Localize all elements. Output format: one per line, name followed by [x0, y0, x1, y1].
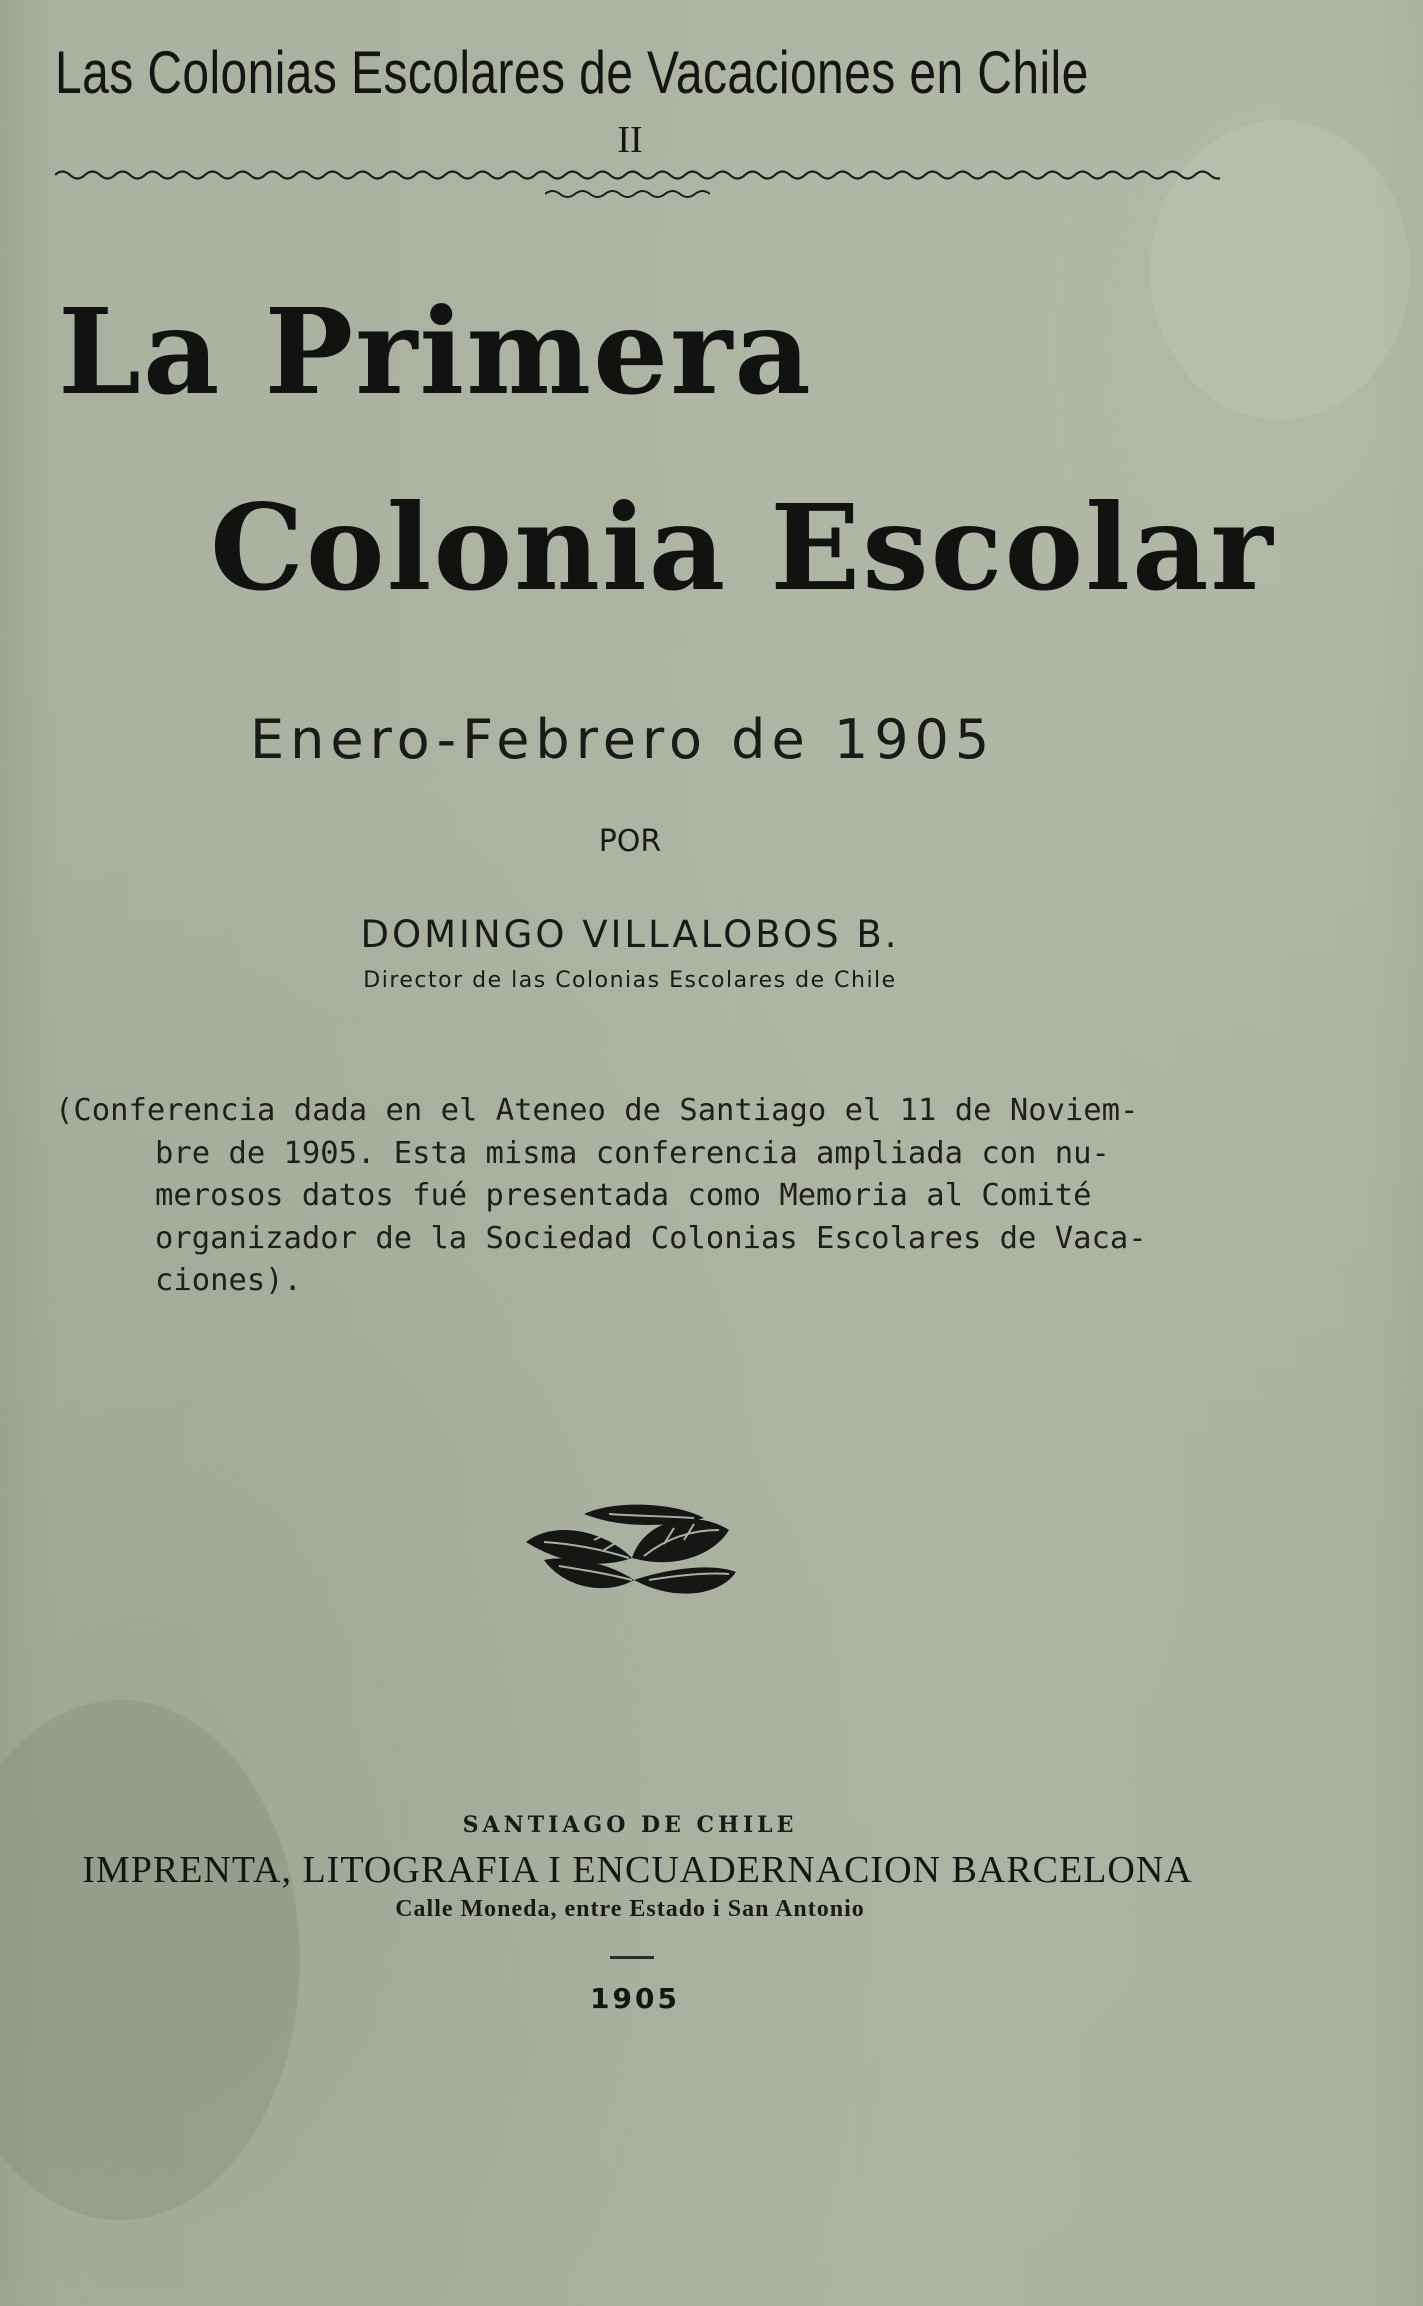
note-line-3: merosos datos fué presentada como Memoria al Comité [155, 1178, 1092, 1213]
paper-stain [1150, 120, 1410, 420]
wavy-rule-small-icon [545, 188, 710, 200]
wavy-rule-icon [55, 168, 1220, 182]
main-title-line-2: Colonia Escolar [210, 478, 1275, 617]
author-name: DOMINGO VILLALOBOS B. [360, 913, 900, 956]
imprint-address: Calle Moneda, entre Estado i San Antonio [395, 1896, 865, 1922]
byline-por: POR [598, 824, 662, 859]
note-line-5: ciones). [155, 1263, 302, 1298]
short-rule [610, 1956, 654, 1959]
note-line-4: organizador de la Sociedad Colonias Escolares de Vaca- [155, 1220, 1147, 1256]
imprint-printer: IMPRENTA, LITOGRAFIA I ENCUADERNACION BARCELONA [82, 1849, 1193, 1891]
series-title: Las Colonias Escolares de Vacaciones en Chile [55, 39, 1089, 106]
main-title-line-1: La Primera [58, 282, 813, 421]
imprint-city: SANTIAGO DE CHILE [462, 1812, 798, 1838]
leaf-ornament-icon [524, 1500, 739, 1610]
author-role: Director de las Colonias Escolares de Chile [363, 968, 897, 993]
series-number: II [617, 119, 643, 161]
paper-stain [0, 1700, 300, 2220]
conference-note [55, 1090, 1213, 1303]
imprint-year: 1905 [590, 1982, 680, 2015]
date-line: Enero-Febrero de 1905 [250, 708, 996, 771]
note-line-2: bre de 1905. Esta misma conferencia ampliada con nu- [155, 1135, 1110, 1171]
note-line-1: (Conferencia dada en el Ateneo de Santiago el 11 de Noviem- [55, 1093, 1139, 1128]
